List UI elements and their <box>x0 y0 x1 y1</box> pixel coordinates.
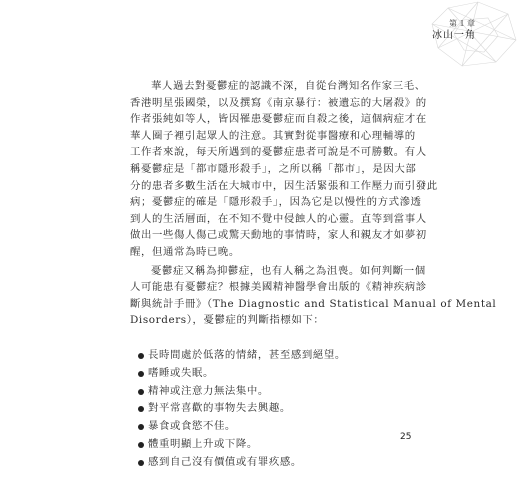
text-line: 斷與統計手冊》（The Diagnostic and Statistical Manual of Mental <box>130 297 497 310</box>
list-item-text: 精神或注意力無法集中。 <box>148 384 269 397</box>
chapter-title: 冰山一角 <box>432 30 476 41</box>
bullet-icon <box>138 353 144 359</box>
text-line: Disorders），憂鬱症的判斷指標如下： <box>130 314 325 327</box>
list-item <box>130 400 402 418</box>
list-item-text: 體重明顯上升或下降。 <box>148 437 258 450</box>
list-item <box>130 436 402 454</box>
list-item-text: 長時間處於低落的情緒，甚至感到絕望。 <box>148 348 346 361</box>
list-item-text: 暴食或食慾不佳。 <box>148 420 236 433</box>
diagnostic-criteria-list <box>130 347 402 472</box>
bullet-icon <box>138 406 144 412</box>
list-item-text: 感到自己沒有價值或有罪疚感。 <box>148 455 302 468</box>
text-line: 憂鬱症又稱為抑鬱症，也有人稱之為沮喪。如何判斷一個 <box>151 264 426 277</box>
bullet-icon <box>138 424 144 430</box>
paragraph-1 <box>130 78 438 261</box>
list-item-text: 對平常喜歡的事物失去興趣。 <box>148 402 291 415</box>
text-line: 分的患者多數生活在大城市中，因生活緊張和工作壓力而引發此 <box>130 179 438 192</box>
page-number: 25 <box>400 432 412 442</box>
list-item <box>130 454 402 472</box>
paragraph-2 <box>130 263 497 329</box>
list-item <box>130 418 402 436</box>
chapter-header <box>432 19 476 42</box>
text-line: 華人過去對憂鬱症的認識不深，自從台灣知名作家三毛、 <box>151 80 426 92</box>
text-line: 到人的生活層面，在不知不覺中侵蝕人的心靈。直等到當事人 <box>130 212 427 225</box>
bullet-icon <box>138 460 144 466</box>
list-item-text: 嗜睡或失眠。 <box>148 366 214 379</box>
text-line: 人可能患有憂鬱症？根據美國精神醫學會出版的《精神疾病診 <box>130 281 427 294</box>
list-item <box>130 347 402 365</box>
text-line: 華人圈子裡引起眾人的注意。其實對從事醫療和心理輔導的 <box>130 129 416 142</box>
text-line: 工作者來說，每天所遇到的憂鬱症患者可說是不可勝數。有人 <box>130 146 427 159</box>
bullet-icon <box>138 442 144 448</box>
bullet-icon <box>138 389 144 395</box>
text-line: 稱憂鬱症是「都市隱形殺手」，之所以稱「都市」，是因大部 <box>130 162 417 175</box>
text-line: 醒，但通常為時已晚。 <box>130 245 240 258</box>
text-line: 病；憂鬱症的確是「隱形殺手」，因為它是以慢性的方式滲透 <box>130 196 422 209</box>
list-item <box>130 383 402 401</box>
bullet-icon <box>138 371 144 377</box>
chapter-number: 第１章 <box>449 19 476 28</box>
text-line: 作者張純如等人，皆因罹患憂鬱症而自殺之後，這個病症才在 <box>130 113 427 126</box>
text-line: 做出一些傷人傷己或驚天動地的事情時，家人和親友才如夢初 <box>130 229 427 242</box>
text-line: 香港明星張國榮，以及撰寫《南京暴行：被遺忘的大屠殺》的 <box>130 96 427 109</box>
list-item <box>130 365 402 383</box>
